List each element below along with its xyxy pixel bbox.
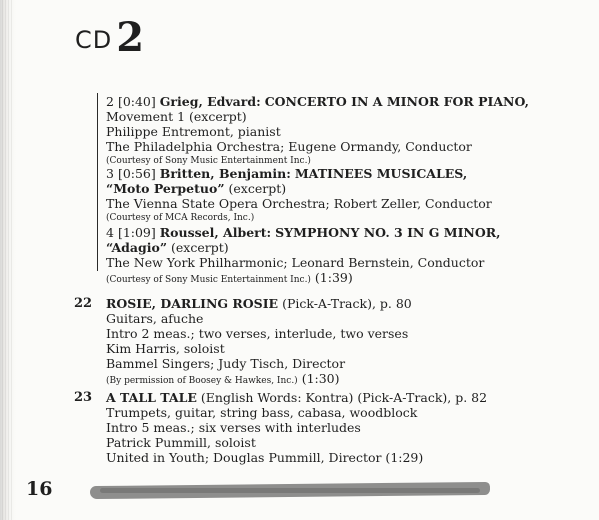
entry-performer: Philippe Entremont, pianist <box>106 124 281 139</box>
entry-work-subtitle: “Moto Perpetuo” <box>106 181 225 196</box>
track-soloist: Patrick Pummill, soloist <box>106 435 256 450</box>
entry-number: 2 <box>106 94 114 109</box>
track-number-22: 22 <box>74 296 93 311</box>
entry-orchestra: The Philadelphia Orchestra; Eugene Ormandy, Conductor <box>106 139 472 154</box>
entry-roussel <box>106 225 595 285</box>
track-title-suffix: (Pick-A-Track), p. 80 <box>282 296 412 311</box>
entry-courtesy: (Courtesy of Sony Music Entertainment Inc.) <box>106 275 311 285</box>
entry-number: 4 <box>106 225 114 240</box>
entry-courtesy: (Courtesy of MCA Records, Inc.) <box>106 213 255 223</box>
track-ensemble: Bammel Singers; Judy Tisch, Director <box>106 356 346 371</box>
track-title: ROSIE, DARLING ROSIE <box>106 296 279 311</box>
entry-work-subtitle: “Adagio” <box>106 240 168 255</box>
entry-composer: Britten, Benjamin: <box>159 166 291 181</box>
track-form: Intro 5 meas.; six verses with interludes <box>106 420 361 435</box>
track-22 <box>106 296 595 386</box>
track-total-time: (1:30) <box>301 371 340 386</box>
entry-movement: Movement 1 (excerpt) <box>106 109 247 124</box>
track-title: A TALL TALE <box>106 390 197 405</box>
entry-time: [0:56] <box>117 166 156 181</box>
entry-work: SYMPHONY NO. 3 IN G MINOR, <box>275 225 501 240</box>
entry-number: 3 <box>106 166 114 181</box>
cd-number: 2 <box>116 14 145 61</box>
entry-work: MATINEES MUSICALES, <box>294 166 468 181</box>
entries-vertical-rule <box>97 93 98 271</box>
track-permission: (By permission of Boosey & Hawkes, Inc.) <box>106 376 298 386</box>
cd-heading <box>75 14 145 62</box>
page-edge-lines <box>2 0 12 520</box>
entry-composer: Grieg, Edvard: <box>159 94 261 109</box>
track-soloist: Kim Harris, soloist <box>106 341 225 356</box>
track-23 <box>106 390 595 465</box>
track-form: Intro 2 meas.; two verses, interlude, two verses <box>106 326 409 341</box>
track-instruments: Guitars, afuche <box>106 311 204 326</box>
entry-total-time: (1:39) <box>314 270 353 285</box>
entry-time: [0:40] <box>117 94 156 109</box>
entry-excerpt: (excerpt) <box>228 181 287 196</box>
track-title-suffix: (English Words: Kontra) (Pick-A-Track), p. 82 <box>200 390 488 405</box>
cd-label: CD <box>75 26 113 54</box>
track-ensemble: United in Youth; Douglas Pummill, Director (1:29) <box>106 450 424 465</box>
entry-time: [1:09] <box>117 225 156 240</box>
page-number: 16 <box>26 478 53 500</box>
entry-composer: Roussel, Albert: <box>159 225 272 240</box>
entry-courtesy: (Courtesy of Sony Music Entertainment Inc.) <box>106 156 311 166</box>
footer-brush-rule-core <box>100 488 480 493</box>
entry-work: CONCERTO IN A MINOR FOR PIANO, <box>264 94 529 109</box>
entry-orchestra: The Vienna State Opera Orchestra; Robert Zeller, Conductor <box>106 196 492 211</box>
track-instruments: Trumpets, guitar, string bass, cabasa, woodblock <box>106 405 418 420</box>
entry-orchestra: The New York Philharmonic; Leonard Bernstein, Conductor <box>106 255 485 270</box>
entry-excerpt: (excerpt) <box>171 240 229 255</box>
track-number-23: 23 <box>74 390 93 405</box>
entry-grieg <box>106 94 595 169</box>
entry-britten <box>106 166 595 226</box>
